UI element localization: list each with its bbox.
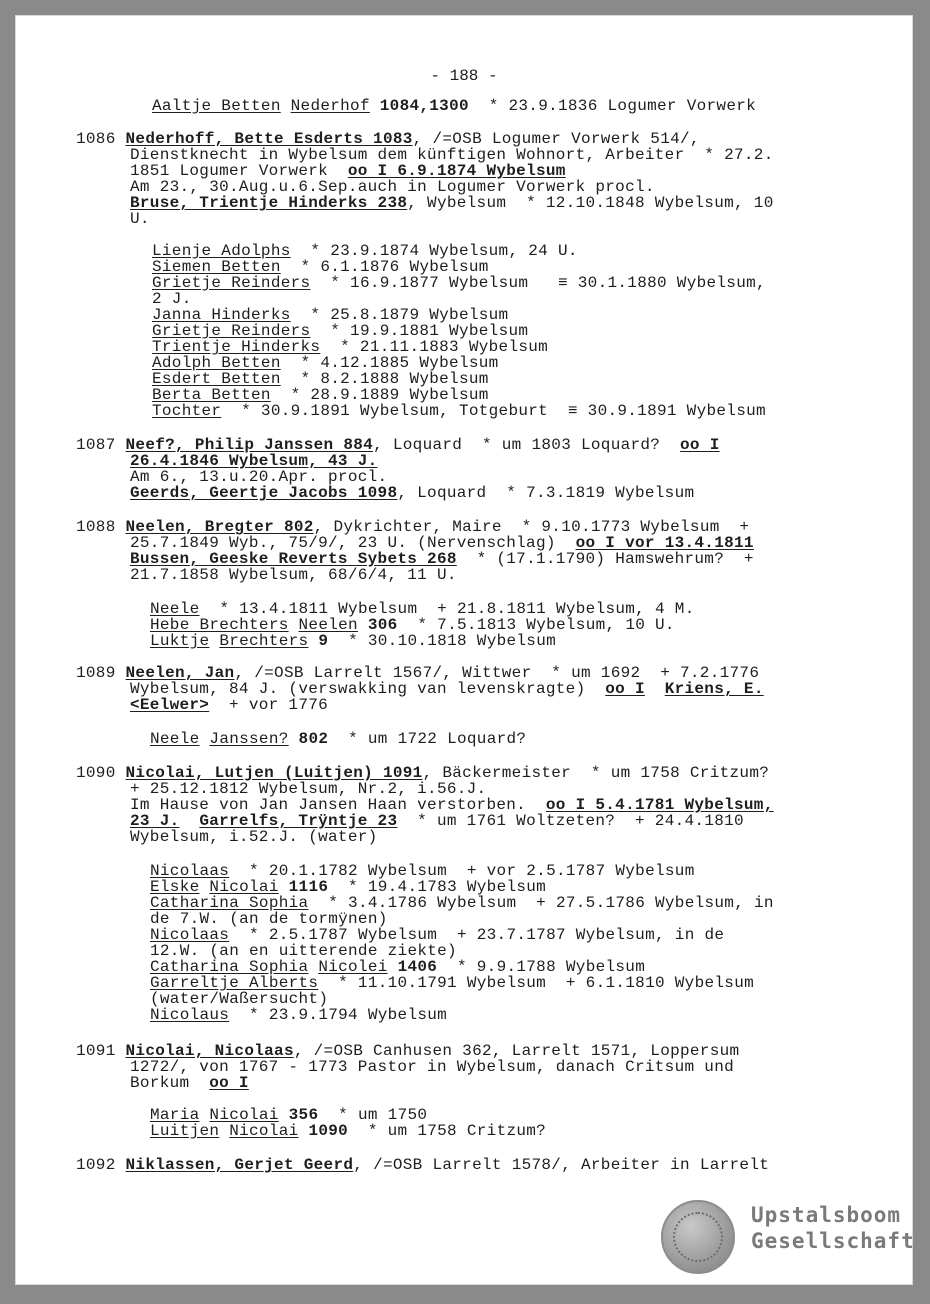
text-line [130,829,378,845]
text-line [150,617,675,633]
text-segment: 1089 [76,664,126,682]
text-segment: * 21.11.1883 Wybelsum [320,338,549,356]
text-segment: Neef?, Philip Janssen 884 [125,436,374,454]
text-segment: * (17.1.1790) Hamswehrum? + [456,550,754,568]
text-segment: * um 1722 Loquard? [328,730,527,748]
text-line [150,911,388,927]
text-line [152,323,528,339]
text-segment: U. [130,210,150,228]
text-segment: * 23.9.1874 Wybelsum, 24 U. [290,242,578,260]
page-number: - 188 - [430,67,498,85]
text-line [130,535,754,551]
text-segment: * 20.1.1782 Wybelsum + vor 2.5.1787 Wybelsum [229,862,695,880]
text-segment: , /=OSB Logumer Vorwerk 514/, [412,130,700,148]
text-segment: oo I [680,436,720,454]
text-segment: Lienje Adolphs [152,242,291,260]
text-line [152,355,499,371]
text-segment: oo I 5.4.1781 Wybelsum, [545,796,774,814]
text-line [150,1123,546,1139]
text-line [152,339,548,355]
text-line [152,275,766,291]
text-segment: Janssen? [209,730,289,748]
text-segment: Wybelsum, i.52.J. (water) [130,828,378,846]
text-segment: Dienstknecht in Wybelsum dem künftigen Wohnort, Arbeiter * 27.2. [130,146,774,164]
text-line [150,927,724,943]
text-segment [209,632,219,650]
text-line [130,1075,249,1091]
text-segment: * 19.9.1881 Wybelsum [310,322,529,340]
text-segment: Nicolai [229,1122,299,1140]
text-segment: Trientje Hinderks [152,338,321,356]
text-segment: 21.7.1858 Wybelsum, 68/6/4, 11 U. [130,566,457,584]
text-line [130,195,774,211]
text-line [150,895,774,911]
text-segment: , /=OSB Larrelt 1578/, Arbeiter in Larrelt [353,1156,770,1174]
text-segment: , Loquard * 7.3.1819 Wybelsum [397,484,695,502]
text-segment: Borkum [130,1074,210,1092]
text-segment: * um 1750 [318,1106,428,1124]
text-segment: Grietje Reinders [152,322,311,340]
document-page [15,15,913,1285]
text-segment: * 9.9.1788 Wybelsum [437,958,646,976]
text-line [150,863,695,879]
text-line [150,1107,427,1123]
text-segment: Adolph Betten [152,354,281,372]
text-segment: * um 1758 Critzum? [348,1122,547,1140]
text-segment: + vor 1776 [209,696,329,714]
text-segment: Nicolai [209,1106,279,1124]
text-segment: Nicolaus [150,1006,230,1024]
text-segment: oo I vor 13.4.1811 [575,534,754,552]
text-segment: Im Hause von Jan Jansen Haan verstorben. [130,796,546,814]
text-segment: <Eelwer> [130,696,210,714]
text-line [150,975,754,991]
text-segment [299,1122,309,1140]
text-segment: oo I [209,1074,249,1092]
text-segment: * 28.9.1889 Wybelsum [270,386,489,404]
text-segment: 12.W. (an en uitterende ziekte) [150,942,457,960]
text-segment: * 6.1.1876 Wybelsum [280,258,489,276]
text-segment [370,97,380,115]
text-segment: 1090 [76,764,126,782]
text-segment: + 25.12.1812 Wybelsum, Nr.2, i.56.J. [130,780,487,798]
text-segment: 9 [318,632,329,650]
text-segment: de 7.W. (an de tormÿnen) [150,910,388,928]
text-segment: Siemen Betten [152,258,281,276]
text-segment: Wybelsum, 84 J. (verswakking van levenskragte) [130,680,606,698]
text-segment: Nicolei [318,958,388,976]
text-line [130,1059,734,1075]
text-segment: * 3.4.1786 Wybelsum + 27.5.1786 Wybelsum, in [308,894,774,912]
text-segment: Nicolai, Lutjen (Luitjen) 1091 [125,764,423,782]
text-line [76,1043,739,1059]
text-segment: Nederhof [290,97,370,115]
text-segment: * 25.8.1879 Wybelsum [290,306,509,324]
text-segment: Luitjen [150,1122,220,1140]
text-segment [200,730,210,748]
text-segment: 2 J. [152,290,192,308]
text-segment: 356 [288,1106,319,1124]
text-line [130,179,655,195]
text-segment: Am 6., 13.u.20.Apr. procl. [130,468,388,486]
text-segment: 1092 [76,1156,126,1174]
text-segment: Bruse, Trientje Hinderks 238 [130,194,408,212]
text-segment: * 19.4.1783 Wybelsum [328,878,547,896]
text-segment: * 7.5.1813 Wybelsum, 10 U. [397,616,675,634]
society-name [751,1202,915,1254]
text-segment: Berta Betten [152,386,271,404]
text-segment: 802 [298,730,329,748]
text-segment: Neele [150,600,200,618]
text-line [150,959,645,975]
text-segment: Bussen, Geeske Reverts Sybets 268 [130,550,457,568]
text-line [130,163,566,179]
text-segment: 1091 [76,1042,126,1060]
text-line [152,371,489,387]
text-segment: * 2.5.1787 Wybelsum + 23.7.1787 Wybelsum, in de [229,926,725,944]
text-line [152,387,489,403]
logo-line-2: Gesellschaft [751,1229,915,1253]
text-segment: Garrelfs, Trÿntje 23 [199,812,398,830]
text-segment: Tochter [152,402,222,420]
text-segment: * 4.12.1885 Wybelsum [280,354,499,372]
text-line [130,453,378,469]
text-segment: 1088 [76,518,126,536]
text-line [150,601,695,617]
text-segment: Geerds, Geertje Jacobs 1098 [130,484,398,502]
text-line [130,797,774,813]
text-segment: Garreltje Alberts [150,974,319,992]
text-segment: Am 23., 30.Aug.u.6.Sep.auch in Logumer Vorwerk procl. [130,178,655,196]
text-line [130,681,764,697]
text-segment: oo I 6.9.1874 Wybelsum [347,162,566,180]
text-segment: 306 [367,616,398,634]
text-line [152,98,756,114]
text-segment: 23 J. [130,812,180,830]
text-line [152,403,766,419]
seal-icon [661,1200,735,1274]
text-line [152,291,192,307]
text-line [150,633,556,649]
text-line [130,781,486,797]
text-segment: Kriens, E. [664,680,764,698]
text-segment: 1851 Logumer Vorwerk [130,162,348,180]
text-segment: Brechters [219,632,309,650]
text-line [76,665,759,681]
text-segment: Niklassen, Gerjet Geerd [125,1156,354,1174]
text-line [130,469,387,485]
text-line [150,991,328,1007]
text-line [76,1157,769,1173]
text-segment: * 23.9.1794 Wybelsum [229,1006,448,1024]
text-line [130,813,744,829]
text-line [152,259,489,275]
text-line [150,1007,447,1023]
text-line [130,567,457,583]
text-segment: Nederhoff, Bette Esderts 1083 [125,130,413,148]
text-line [150,731,526,747]
text-segment: Luktje [150,632,210,650]
text-segment [308,632,318,650]
text-segment: 1087 [76,436,126,454]
text-segment: (water/Waßersucht) [150,990,329,1008]
text-line [76,765,769,781]
text-segment: Catharina Sophia [150,958,309,976]
text-segment: 25.7.1849 Wyb., 75/9/, 23 U. (Nervenschlag) [130,534,576,552]
text-segment: Esdert Betten [152,370,281,388]
text-segment: oo I [605,680,645,698]
text-segment: * um 1761 Woltzeten? + 24.4.1810 [397,812,744,830]
text-segment: 1090 [308,1122,349,1140]
text-segment [281,97,291,115]
text-line [150,879,546,895]
text-segment: Catharina Sophia [150,894,309,912]
text-segment: Neelen, Bregter 802 [125,518,314,536]
text-segment: 1116 [288,878,329,896]
text-segment: Maria [150,1106,200,1124]
text-segment: Elske [150,878,200,896]
text-segment: Nicolaas [150,926,230,944]
text-line [150,943,457,959]
text-segment [219,1122,229,1140]
text-line [152,307,508,323]
text-line [130,485,694,501]
text-line [76,519,749,535]
text-line [130,551,754,567]
text-segment: Nicolaas [150,862,230,880]
text-segment: Nicolai [209,878,279,896]
text-segment: Hebe Brechters [150,616,289,634]
text-segment: , Bäckermeister * um 1758 Critzum? [422,764,770,782]
text-segment: 1086 [76,130,126,148]
text-line [130,211,150,227]
text-segment: , Dykrichter, Maire * 9.10.1773 Wybelsum + [313,518,750,536]
text-segment: Aaltje Betten [152,97,281,115]
text-segment: 1084,1300 [379,97,469,115]
text-segment: * 16.9.1877 Wybelsum ≡ 30.1.1880 Wybelsum, [310,274,766,292]
text-line [130,147,774,163]
text-segment: 1272/, von 1767 - 1773 Pastor in Wybelsum, danach Critsum und [130,1058,734,1076]
logo-line-1: Upstalsboom [751,1203,902,1227]
text-segment: 26.4.1846 Wybelsum, 43 J. [130,452,378,470]
text-line [76,437,720,453]
text-segment: * 13.4.1811 Wybelsum + 21.8.1811 Wybelsum, 4 M. [199,600,695,618]
text-segment [645,680,665,698]
text-segment: * 23.9.1836 Logumer Vorwerk [468,97,757,115]
text-segment: Neelen, Jan [125,664,235,682]
text-segment: , Loquard * um 1803 Loquard? [373,436,681,454]
text-segment: , Wybelsum * 12.10.1848 Wybelsum, 10 [407,194,774,212]
text-segment: Neelen [298,616,358,634]
text-segment: Neele [150,730,200,748]
text-segment: Janna Hinderks [152,306,291,324]
text-line [152,243,578,259]
text-segment: * 30.9.1891 Wybelsum, Totgeburt ≡ 30.9.1891 Wybelsum [221,402,766,420]
text-segment: , /=OSB Larrelt 1567/, Wittwer * um 1692 + 7.2.1776 [234,664,760,682]
text-segment: * 30.10.1818 Wybelsum [328,632,557,650]
text-segment: * 11.10.1791 Wybelsum + 6.1.1810 Wybelsum [318,974,754,992]
text-segment: 1406 [397,958,438,976]
text-segment [289,730,299,748]
text-segment: Grietje Reinders [152,274,311,292]
text-line [76,131,700,147]
text-line [130,697,328,713]
text-segment: , /=OSB Canhusen 362, Larrelt 1571, Loppersum [293,1042,740,1060]
text-segment: Nicolai, Nicolaas [125,1042,294,1060]
text-segment: * 8.2.1888 Wybelsum [280,370,489,388]
